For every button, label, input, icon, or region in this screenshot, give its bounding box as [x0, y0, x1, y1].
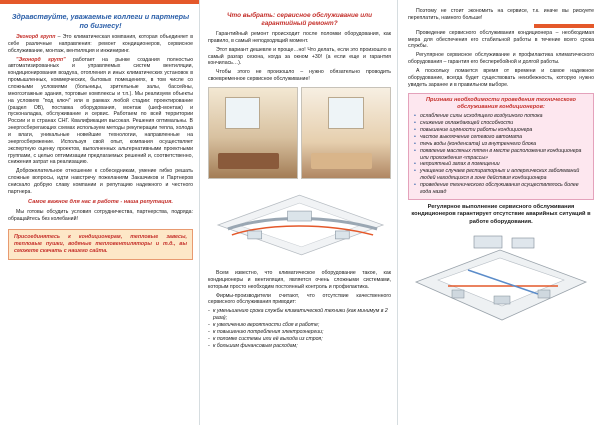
savings-paragraph: Поэтому не стоит экономить на сервисе, т.к. иначе вы рискуете переплатить, намного больше!	[408, 8, 594, 21]
manufacturers-paragraph: Фирмы-производители считают, что отсутствие качественного сервисного обслуживания приводит:	[208, 292, 391, 306]
join-callout-text: Присоединятесь к кондиционерам, тепловые завесы, тепловые пушки, водяные тепловентиляторы и т.д., вы сможете скачать с нашего сайта.	[14, 233, 187, 254]
ventilation-diagram	[208, 185, 391, 261]
column-right	[398, 0, 600, 425]
list-item: - к уменьшению срока службы климатической техники (как минимум в 2 раза);	[208, 308, 391, 322]
company-paragraph: "Эконорд групп" работает на рынке создания полностью автоматизированных и управляемых систем вентиляции, кондиционирования воздуха, отопления и иных климатических установок в промышленных, коммерческих, бытовых помещениях, в том числе со сложными условиями (больницы, зрительные залы, бассейны, многоэтажные здания, торговые комплексы и т.п.). Мы реализуем объекты на условиях "под ключ" или в рамках любой стадии: проектирование (раздел ОВ), поставка оборудования, монтаж (шеф-монтаж) и пусконаладка, обслуживание и сервис. Работаем по всей территории России и в странах СНГ. Квалификация высокая. Решения оптимальны. В энергосберегающих схемах используем методы рекуперации тепла, холода и влаги, уникальные новейшие технологии, направленные на энергосбережение. Используя свой опыт, компания осуществляет экспертную оценку проектов, выполненных альтернативными проектными группами, с целью оптимизации предлагаемых решений и, соответственно, снижения затрат на реализацию.	[8, 56, 193, 166]
important-statement: Самое важное для нас в работе - наша репутация.	[28, 198, 173, 205]
join-callout-box	[8, 229, 193, 260]
interior-photos	[208, 87, 391, 179]
signs-title: Признаки необходимости проведения технического обслуживания кондиционеров:	[426, 96, 576, 110]
intro-paragraph: Эконорд групп – Это климатическая компания, которая объединяет в себе различные направления: ремонт кондиционеров, сервисное обслуживание, монтаж, вентиляция и инжиниринг.	[8, 34, 193, 54]
consequences-list	[208, 308, 391, 349]
building-diagram	[408, 230, 594, 328]
list-item: - к поломке системы или её выхода из строя;	[208, 336, 391, 343]
list-item: • частое выключение сетевого автомата	[414, 134, 588, 141]
brand-name: Эконорд групп	[16, 34, 56, 40]
list-item: • проведение технического обслуживания осуществлялось более года назад	[414, 182, 588, 196]
service-paragraph: Чтобы этого не произошло – нужно обязательно проводить своевременное сервисное обслуживание!	[208, 69, 391, 83]
list-item: - к повышению потребления электроэнергии;	[208, 329, 391, 336]
regular-service-paragraph: Регулярное сервисное обслуживание и профилактика климатического оборудования – гарантия его бесперебойной и долгой работы.	[408, 52, 594, 66]
list-item: • снижение охлаждающей способности	[414, 120, 588, 127]
cooperation-paragraph: Мы готовы обсудить условия сотрудничества, партнерства, подряда: обращайтесь без колебаний!	[8, 209, 193, 222]
signs-list	[414, 113, 588, 196]
signs-box	[408, 93, 594, 200]
list-item: • повышение шумности работы кондиционера	[414, 127, 588, 134]
column-middle	[200, 0, 398, 425]
choice-heading: Что выбрать: сервисное обслуживание или гарантийный ремонт?	[226, 12, 373, 27]
list-item: • ослабление силы исходящего воздушного потока	[414, 113, 588, 120]
bedroom-photo	[301, 87, 391, 179]
footer-statement: Регулярное выполнение сервисного обслуживания кондиционеров гарантирует отсутствие аварийных ситуаций в работе оборудования.	[411, 204, 591, 225]
red-divider	[534, 24, 594, 28]
cheaper-paragraph: Этот вариант дешевле и проще…но! Что делать, если это произошло в самый разгар сезона, когда за окном +30! (а если еще и гарантия кончилась…).	[208, 46, 391, 67]
column-left	[0, 0, 200, 425]
list-item: • учащение случаев респираторных и аллергических заболеваний людей находящихся в зоне действия кондиционера	[414, 168, 588, 182]
maintenance-paragraph: Проведение сервисного обслуживания кондиционера – необходимая мера для обеспечения его стабильной работы в течение всего срока службы.	[408, 29, 594, 50]
list-item: - к увеличению вероятности сбоя в работе;	[208, 322, 391, 329]
reputation-paragraph: Доброжелательное отношение к собеседникам, умение гибко решать сложные вопросы, идти навстречу пожеланиям Заказчиков и Партнеров снискало добрую славу компании и репутацию надежного и честного партнера.	[8, 168, 193, 195]
living-room-photo	[208, 87, 298, 179]
list-item: - к большим финансовым расходам;	[208, 343, 391, 350]
list-item: • неприятный запах в помещении	[414, 161, 588, 168]
climate-paragraph: Всем известно, что климатическое оборудование такое, как кондиционеры и вентиляция, является очень сложными системами, которым просто необходим постоянный контроль и профилактика.	[208, 270, 391, 290]
list-item: • течь воды (конденсата) из внутреннего блока	[414, 141, 588, 148]
breakdown-paragraph: А поскольку ломается время от времени и самое надежное оборудование, всегда будет существовать неизбежность, которую нужно увидеть заранее и в правильном выборе.	[408, 68, 594, 88]
brand-name-quoted: "Эконорд групп"	[16, 56, 66, 63]
top-accent-bar	[0, 0, 199, 4]
greeting-heading: Здравствуйте, уважаемые коллеги и партнеры по бизнесу!	[11, 12, 190, 30]
list-item: • появление масляных пятен в месте расположения кондиционера или прохождения «трассы»	[414, 148, 588, 162]
warranty-paragraph: Гарантийный ремонт происходит после поломки оборудования, как правило, в самый неподходящий момент.	[208, 31, 391, 44]
